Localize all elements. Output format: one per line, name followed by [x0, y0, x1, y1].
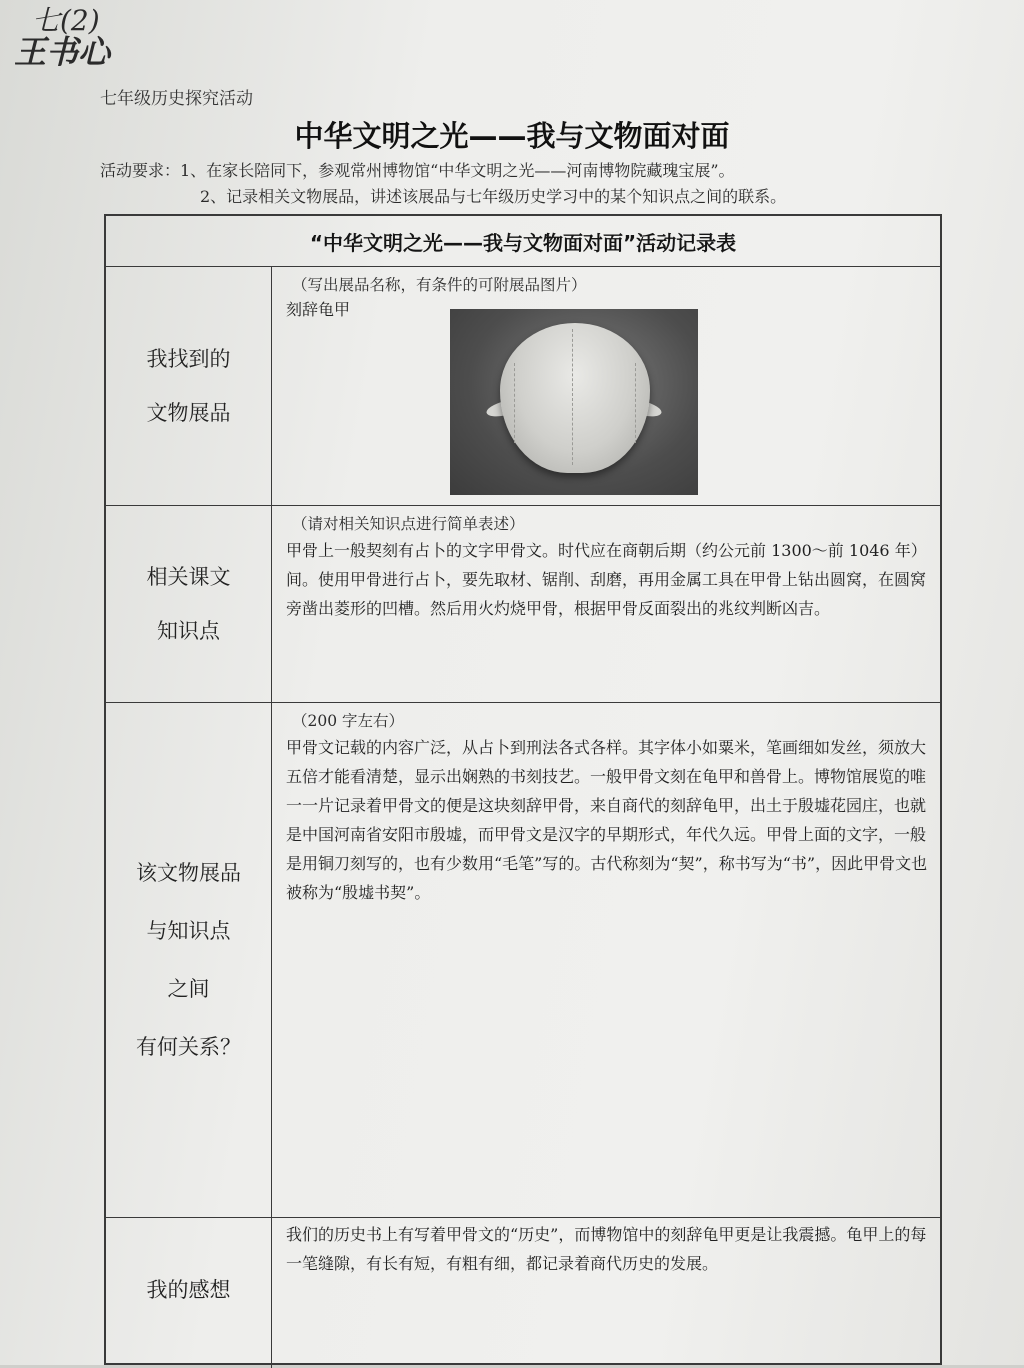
tortoise-shell-image	[500, 323, 650, 473]
exhibit-row	[106, 267, 940, 506]
knowledge-label	[106, 506, 272, 702]
relation-hint: （200 字左右）	[292, 712, 405, 730]
exhibit-hint: （写出展品名称，有条件的可附展品图片）	[292, 276, 587, 294]
relation-label-line: 该文物展品	[136, 861, 241, 885]
requirement-2: 2、记录相关文物展品，讲述该展品与七年级历史学习中的某个知识点之间的联系。	[200, 187, 787, 206]
exhibit-label-line: 文物展品	[146, 401, 231, 425]
knowledge-row	[106, 506, 940, 703]
tortoise-shell-photo	[450, 309, 698, 495]
reflection-content	[272, 1218, 940, 1368]
exhibit-label	[106, 267, 272, 505]
knowledge-label-line: 知识点	[157, 619, 220, 643]
knowledge-content	[272, 506, 940, 702]
record-table-heading: “中华文明之光——我与文物面对面”活动记录表	[106, 216, 940, 267]
reflection-text: 我们的历史书上有写着甲骨文的“历史”，而博物馆中的刻辞龟甲更是让我震撼。龟甲上的每一笔缝隙，有长有短，有粗有细，都记录着商代历史的发展。	[286, 1225, 927, 1273]
page-title: 中华文明之光——我与文物面对面	[294, 119, 730, 153]
knowledge-text: 甲骨上一般契刻有占卜的文字甲骨文。时代应在商朝后期（约公元前 1300～前 1046 年）间。使用甲骨进行占卜，要先取材、锯削、刮磨，再用金属工具在甲骨上钻出圆窝，在圆窝旁凿出菱形的凹槽。然后用火灼烧甲骨，根据甲骨反面裂出的兆纹判断凶吉。	[286, 541, 927, 618]
activity-kicker: 七年级历史探究活动	[100, 89, 253, 109]
requirement-1: 活动要求：1、在家长陪同下，参观常州博物馆“中华文明之光——河南博物院藏瑰宝展”。	[100, 161, 735, 180]
relation-label-line: 之间	[167, 977, 210, 1001]
relation-label	[106, 703, 272, 1217]
activity-requirements	[100, 158, 980, 210]
relation-label-line: 有何关系？	[136, 1035, 241, 1059]
handwritten-name: 王书心	[14, 32, 111, 71]
exhibit-name: 刻辞龟甲	[286, 300, 351, 319]
relation-content	[272, 703, 940, 1217]
record-table	[104, 214, 942, 1365]
knowledge-hint: （请对相关知识点进行简单表述）	[292, 515, 525, 533]
handwritten-notes	[14, 6, 114, 70]
relation-label-line: 与知识点	[146, 919, 231, 943]
knowledge-label-line: 相关课文	[146, 565, 231, 589]
relation-text: 甲骨文记载的内容广泛，从占卜到刑法各式各样。其字体小如粟米，笔画细如发丝，须放大五倍才能看清楚，显示出娴熟的书刻技艺。一般甲骨文刻在龟甲和兽骨上。博物馆展览的唯一一片记录着甲骨文的便是这块刻辞甲骨，来自商代的刻辞龟甲，出土于殷墟花园庄，也就是中国河南省安阳市殷墟，而甲骨文是汉字的早期形式，年代久远。甲骨上面的文字，一般是用铜刀刻写的，也有少数用“毛笔”写的。古代称刻为“契”，称书写为“书”，因此甲骨文也被称为“殷墟书契”。	[286, 738, 928, 902]
reflection-row	[106, 1218, 940, 1368]
exhibit-label-line: 我找到的	[146, 347, 231, 371]
handwritten-class: 七(2)	[32, 4, 100, 37]
reflection-label: 我的感想	[106, 1218, 272, 1368]
relation-row	[106, 703, 940, 1218]
